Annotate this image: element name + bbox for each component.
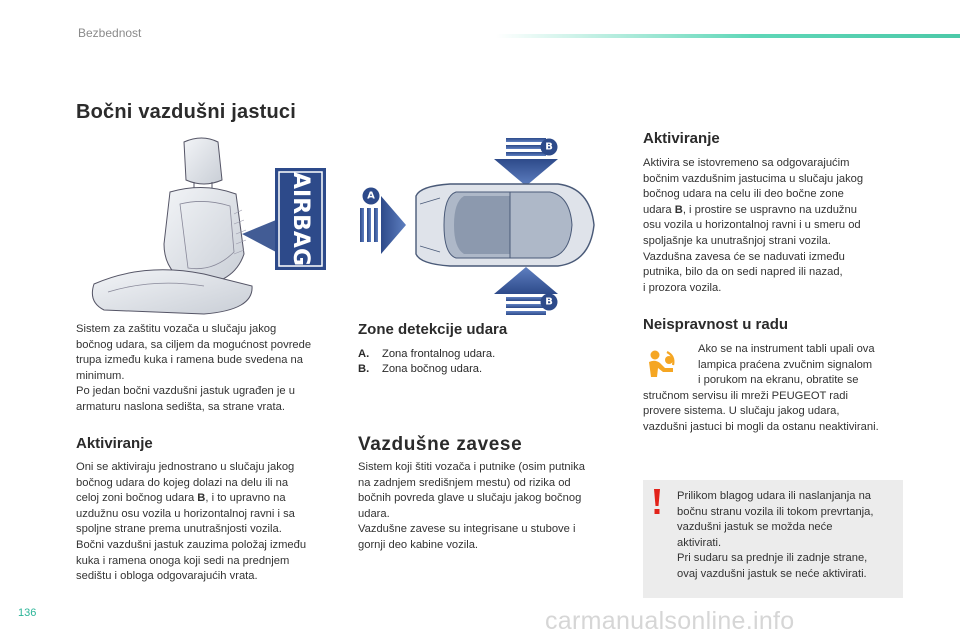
zones-legend: [358, 347, 495, 377]
warning-note-text: Prilikom blagog udara ili naslanjanja na bočnu stranu vozila ili tokom prevrtanja, vazdušni jastuk se možda neće aktivirati. Pri sudaru sa prednje ili zadnje strane, ovaj vazdušni jastuk se neće aktivirati.: [677, 490, 874, 580]
left-activation-paragraph: Oni se aktiviraju jednostrano u slučaju jakog bočnog udara do kojeg dolazi na delu ili na celoj zoni bočnog udara B, i to upravno na uzdužnu osu vozila u horizontalnoj ravni i sa spoljne strane prema unutrašnjosti vozila. Bočni vazdušni jastuk zauzima položaj između kuka i ramena onoga koji sedi na prednjem sedištu i obloga odgovarajućih vrata.: [76, 461, 307, 583]
zones-heading: Zone detekcije udara: [358, 321, 508, 338]
marker-a: A: [367, 190, 375, 202]
curtains-heading: Vazdušne zavese: [358, 434, 523, 455]
page-number: 136: [18, 607, 37, 619]
right-activation-heading: Aktiviranje: [643, 130, 720, 147]
left-activation-heading: Aktiviranje: [76, 435, 153, 452]
right-activation-paragraph: Aktivira se istovremeno sa odgovarajućim bočnim vazdušnim jastucima u slučaju jakog bočnog udara na celu ili deo bočne zone udara B, i prostire se uspravno na uzdužnu osu vozila u horizontalnoj ravni i u smeru od spoljašnje ka unutrašnjoj strani vozila. Vazdušna zavesa će se naduvati između putnika, bilo da on sedi napred ili nazad, i prozora vozila.: [643, 157, 864, 294]
intro-paragraph: Sistem za zaštitu vozača u slučaju jakog bočnog udara, sa ciljem da mogućnost povrede trupa između kuka i ramena bude svedena na minimum. Po jedan bočni vazdušni jastuk ugrađen je u armaturu naslona sedišta, sa strane vrata.: [76, 323, 312, 413]
legend-item: B. Zona bočnog udara.: [358, 363, 483, 375]
section-label: Bezbednost: [78, 26, 142, 40]
impact-zones-diagram: [360, 134, 600, 320]
exclamation-icon: [651, 488, 663, 516]
airbag-label-text: AIRBAG: [288, 171, 313, 267]
page-title: Bočni vazdušni jastuci: [76, 101, 297, 123]
marker-b-bottom: B: [545, 296, 553, 308]
legend-item: A. Zona frontalnog udara.: [358, 348, 496, 360]
watermark: carmanualsonline.info: [545, 607, 795, 635]
fault-paragraph: Ako se na instrument tabli upali ova lampica praćena zvučnim signalom i porukom na ekranu, obratite se stručnom servisu ili mreži PEUGEOT radi provere sistema. U slučaju jakog udara, vazdušni jastuci bi mogli da ostanu neaktivirani.: [643, 343, 879, 433]
frontal-impact-arrow: [360, 196, 406, 254]
marker-b-top: B: [545, 141, 553, 153]
airbag-label-plate: [275, 168, 326, 270]
fault-heading: Neispravnost u radu: [643, 316, 789, 333]
car-top-view: [416, 184, 594, 266]
curtains-paragraph: Sistem koji štiti vozača i putnike (osim putnika na zadnjem središnjem mestu) od rizika od bočnih povreda glave u slučaju jakog bočnog udara. Vazdušne zavese su integrisane u stubove i gornji deo kabine vozila.: [358, 461, 585, 551]
header-accent-bar: [496, 34, 960, 38]
